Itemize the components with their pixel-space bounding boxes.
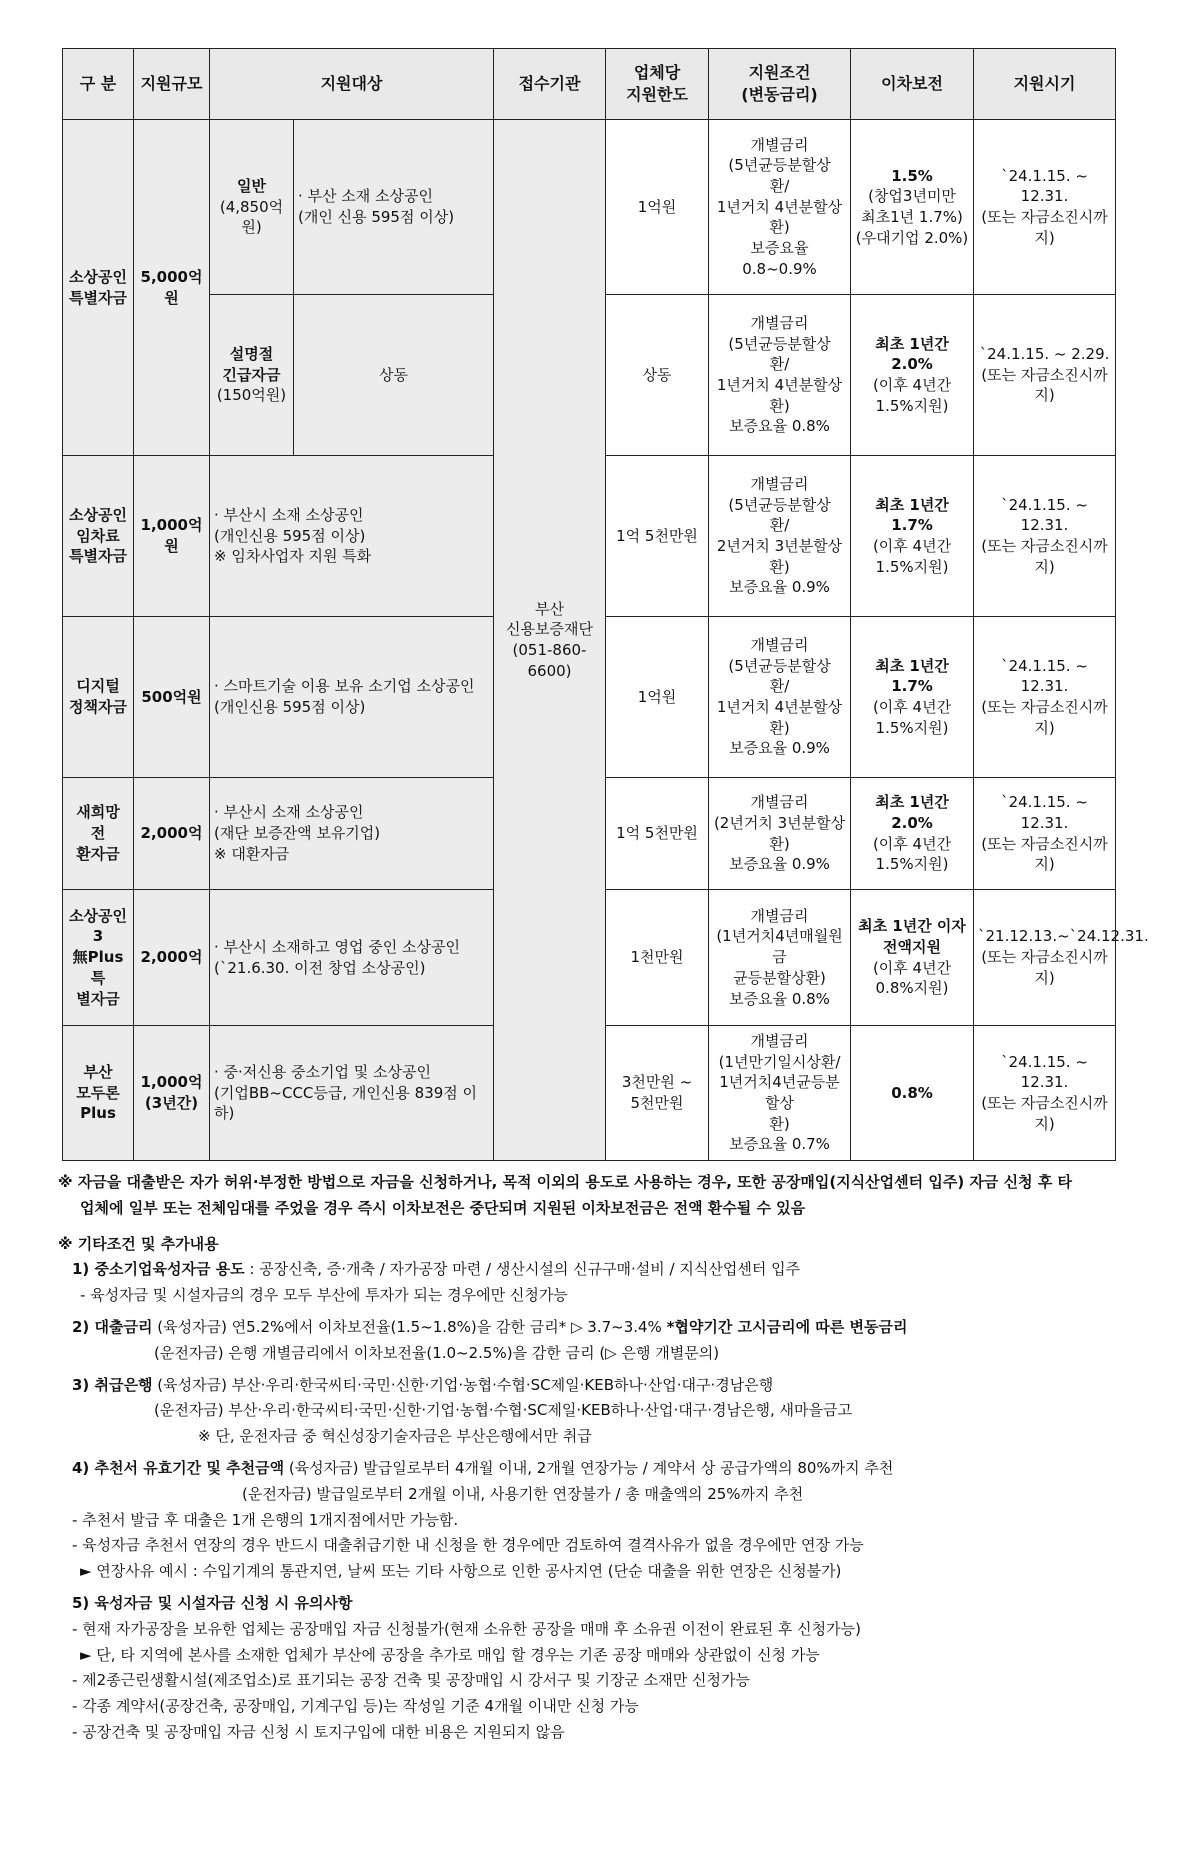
period-cell: `24.1.15. ~ 12.31. (또는 자금소진시까 지) — [974, 1026, 1116, 1161]
conditions-cell: 개별금리 (1년거치4년매월원 금 균등분할상환) 보증요율 0.8% — [709, 890, 851, 1026]
support-fund-table — [62, 48, 1149, 1161]
target-description: · 부산 소재 소상공인 (개인 신용 595점 이상) — [294, 120, 494, 295]
warning-line: ※ 자금을 대출받은 자가 허위·부정한 방법으로 자금을 신청하거나, 목적 이외의 용도로 사용하는 경우, 또한 공장매입(지식산업센터 입주) 자금 신청 후 타 — [58, 1173, 1073, 1191]
limit-cell: 상동 — [606, 295, 709, 456]
note-line: - 추천서 발급 후 대출은 1개 은행의 1개지점에서만 가능함. — [72, 1510, 459, 1529]
note-line: ► 단, 타 지역에 본사를 소재한 업체가 부산에 공장을 추가로 매입 할 경우는 기존 공장 매매와 상관없이 신청 가능 — [80, 1645, 820, 1664]
fund-name: 새희망 전 환자금 — [63, 778, 134, 890]
section-title: 1) 중소기업육성자금 용도 — [72, 1260, 245, 1279]
target-description: 상동 — [294, 295, 494, 456]
sub-category-general — [210, 120, 294, 295]
note-line: - 제2종근린생활시설(제조업소)로 표기되는 공장 건축 및 공장매입 시 강서구 및 기장군 소재만 신청가능 — [72, 1671, 750, 1690]
subsidy-cell — [851, 295, 974, 456]
section-text: (육성자금) 발급일로부터 4개월 이내, 2개월 연장가능 / 계약서 상 공급가액의 80%까지 추천 — [284, 1458, 894, 1477]
header-period: 지원시기 — [974, 49, 1116, 120]
header-subsidy: 이차보전 — [851, 49, 974, 120]
header-limit: 업체당 지원한도 — [606, 49, 709, 120]
note-line: ※ 단, 운전자금 중 혁신성장기술자금은 부산은행에서만 취급 — [198, 1427, 592, 1446]
period-cell: `24.1.15. ~ 12.31. (또는 자금소진시까 지) — [974, 120, 1116, 295]
section-bold-text: *협약기간 고시금리에 따른 변동금리 — [666, 1317, 908, 1336]
section-5-title: 5) 육성자금 및 시설자금 신청 시 유의사항 — [72, 1593, 353, 1612]
note-line: - 육성자금 추천서 연장의 경우 반드시 대출취급기한 내 신청을 한 경우에만 검토하여 결격사유가 없을 경우에만 연장 가능 — [72, 1536, 864, 1555]
section-title: 3) 취급은행 — [72, 1375, 153, 1394]
note-line: - 공장건축 및 공장매입 자금 신청 시 토지구입에 대한 비용은 지원되지 않음 — [72, 1722, 565, 1741]
sub-category-emergency — [210, 295, 294, 456]
target-description: · 중·저신용 중소기업 및 소상공인 (기업BB~CCC등급, 개인신용 839점 이하) — [210, 1026, 494, 1161]
subsidy-main: 0.8% — [891, 1083, 933, 1102]
header-scale: 지원규모 — [134, 49, 210, 120]
target-description: · 스마트기술 이용 보유 소기업 소상공인 (개인신용 595점 이상) — [210, 617, 494, 778]
conditions-cell: 개별금리 (5년균등분할상 환/ 1년거치 4년분할상 환) 보증요율 0.8~0.9% — [709, 120, 851, 295]
sub-category-label: 설명절 긴급자금 — [222, 344, 281, 384]
warning-line: 업체에 일부 또는 전체임대를 주었을 경우 즉시 이차보전은 중단되며 지원된 이차보전금은 전액 환수될 수 있음 — [80, 1198, 806, 1217]
target-description: · 부산시 소재하고 영업 중인 소상공인 (`21.6.30. 이전 창업 소상공인) — [210, 890, 494, 1026]
period-cell: `24.1.15. ~ 2.29. (또는 자금소진시까 지) — [974, 295, 1116, 456]
agency-cell: 부산 신용보증재단 (051-860- 6600) — [494, 120, 606, 1161]
fund-scale: 1,000억원 — [134, 456, 210, 617]
sub-category-amount: (150억원) — [216, 386, 287, 405]
limit-cell: 1억 5천만원 — [606, 456, 709, 617]
limit-cell: 1천만원 — [606, 890, 709, 1026]
note-line: ► 연장사유 예시 : 수입기계의 통관지연, 날씨 또는 기타 사항으로 인한 공사지연 (단순 대출을 위한 연장은 신청불가) — [80, 1562, 842, 1581]
limit-cell: 3천만원 ~ 5천만원 — [606, 1026, 709, 1161]
conditions-cell: 개별금리 (1년만기일시상환/ 1년거치4년균등분할상 환) 보증요율 0.7% — [709, 1026, 851, 1161]
header-agency: 접수기관 — [494, 49, 606, 120]
subsidy-main: 최초 1년간 1.7% — [875, 495, 949, 535]
conditions-cell: 개별금리 (5년균등분할상 환/ 2년거치 3년분할상 환) 보증요율 0.9% — [709, 456, 851, 617]
header-category: 구 분 — [63, 49, 134, 120]
subsidy-sub: (창업3년미만 최초1년 1.7%) (우대기업 2.0%) — [855, 187, 969, 247]
subsidy-cell — [851, 456, 974, 617]
subsidy-main: 최초 1년간 2.0% — [875, 793, 949, 832]
period-cell: `24.1.15. ~ 12.31. (또는 자금소진시까 지) — [974, 456, 1116, 617]
subsidy-cell — [851, 120, 974, 295]
fund-name: 소상공인 3 無Plus 특 별자금 — [63, 890, 134, 1026]
fund-scale: 5,000억원 — [134, 120, 210, 456]
header-row — [63, 49, 1116, 120]
period-cell: `24.1.15. ~ 12.31. (또는 자금소진시까 지) — [974, 778, 1116, 890]
sub-category-amount: (4,850억원) — [219, 197, 284, 237]
section-2 — [58, 1315, 1118, 1341]
subsidy-cell — [851, 617, 974, 778]
table-row — [63, 120, 1116, 295]
fund-name: 디지털 정책자금 — [63, 617, 134, 778]
fund-scale: 500억원 — [134, 617, 210, 778]
note-line: - 각종 계약서(공장건축, 공장매입, 기계구입 등)는 작성일 기준 4개월 이내만 신청 가능 — [72, 1697, 639, 1716]
section-1 — [58, 1257, 1118, 1283]
subsidy-cell — [851, 1026, 974, 1161]
subsidy-cell — [851, 778, 974, 890]
limit-cell: 1억 5천만원 — [606, 778, 709, 890]
subsidy-sub: (이후 4년간 0.8%지원) — [872, 958, 952, 998]
note-line: (운전자금) 부산·우리·한국씨티·국민·신한·기업·농협·수협·SC제일·KEB하나·산업·대구·경남은행, 새마을금고 — [154, 1401, 852, 1420]
note-line: (운전자금) 발급일로부터 2개월 이내, 사용기한 연장불가 / 총 매출액의 25%까지 추천 — [242, 1484, 804, 1503]
fund-name: 부산 모두론 Plus — [63, 1026, 134, 1161]
note-line: (운전자금) 은행 개별금리에서 이차보전율(1.0~2.5%)을 감한 금리 (▷ 은행 개별문의) — [154, 1343, 720, 1362]
header-conditions: 지원조건 (변동금리) — [709, 49, 851, 120]
period-cell: `21.12.13.~`24.12.31. (또는 자금소진시까 지) — [974, 890, 1116, 1026]
notes-section — [58, 1170, 1118, 1746]
target-description: · 부산시 소재 소상공인 (개인신용 595점 이상) ※ 임차사업자 지원 특화 — [210, 456, 494, 617]
sub-category-label: 일반 — [237, 176, 266, 195]
target-description: · 부산시 소재 소상공인 (재단 보증잔액 보유기업) ※ 대환자금 — [210, 778, 494, 890]
header-target: 지원대상 — [210, 49, 494, 120]
fund-name: 소상공인 특별자금 — [63, 120, 134, 456]
section-title: 4) 추천서 유효기간 및 추천금액 — [72, 1458, 285, 1477]
note-line: - 현재 자가공장을 보유한 업체는 공장매입 자금 신청불가(현재 소유한 공장을 매매 후 소유권 이전이 완료된 후 신청가능) — [72, 1619, 861, 1638]
subsidy-main: 최초 1년간 1.7% — [875, 656, 949, 696]
subsidy-sub: (이후 4년간 1.5%지원) — [872, 698, 952, 737]
period-cell: `24.1.15. ~ 12.31. (또는 자금소진시까 지) — [974, 617, 1116, 778]
fund-scale: 2,000억 — [134, 778, 210, 890]
limit-cell: 1억원 — [606, 617, 709, 778]
section-3 — [58, 1373, 1118, 1399]
section-text: (육성자금) 연5.2%에서 이차보전율(1.5~1.8%)을 감한 금리* ▷ 3.7~3.4% — [152, 1317, 667, 1336]
fund-scale: 2,000억 — [134, 890, 210, 1026]
limit-cell: 1억원 — [606, 120, 709, 295]
conditions-cell: 개별금리 (5년균등분할상 환/ 1년거치 4년분할상 환) 보증요율 0.9% — [709, 617, 851, 778]
section-4 — [58, 1456, 1118, 1482]
subsidy-main: 최초 1년간 2.0% — [875, 334, 949, 374]
subsidy-main: 1.5% — [891, 166, 933, 185]
subsidy-cell — [851, 890, 974, 1026]
fund-scale: 1,000억 (3년간) — [134, 1026, 210, 1161]
section-text: (육성자금) 부산·우리·한국씨티·국민·신한·기업·농협·수협·SC제일·KEB하나·산업·대구·경남은행 — [152, 1375, 774, 1394]
section-title: 2) 대출금리 — [72, 1317, 153, 1336]
conditions-cell: 개별금리 (2년거치 3년분할상 환) 보증요율 0.9% — [709, 778, 851, 890]
subsidy-sub: (이후 4년간 1.5%지원) — [872, 537, 952, 576]
section-text: : 공장신축, 증·개축 / 자가공장 마련 / 생산시설의 신규구매·설비 / 지식산업센터 입주 — [244, 1260, 801, 1279]
note-line: - 육성자금 및 시설자금의 경우 모두 부산에 투자가 되는 경우에만 신청가능 — [80, 1286, 568, 1305]
subsidy-main: 최초 1년간 이자 전액지원 — [858, 917, 966, 956]
subsidy-sub: (이후 4년간 1.5%지원) — [872, 376, 952, 415]
fund-name: 소상공인 임차료 특별자금 — [63, 456, 134, 617]
conditions-cell: 개별금리 (5년균등분할상 환/ 1년거치 4년분할상 환) 보증요율 0.8% — [709, 295, 851, 456]
subsidy-sub: (이후 4년간 1.5%지원) — [872, 834, 952, 874]
other-conditions-title: ※ 기타조건 및 추가내용 — [58, 1234, 219, 1253]
